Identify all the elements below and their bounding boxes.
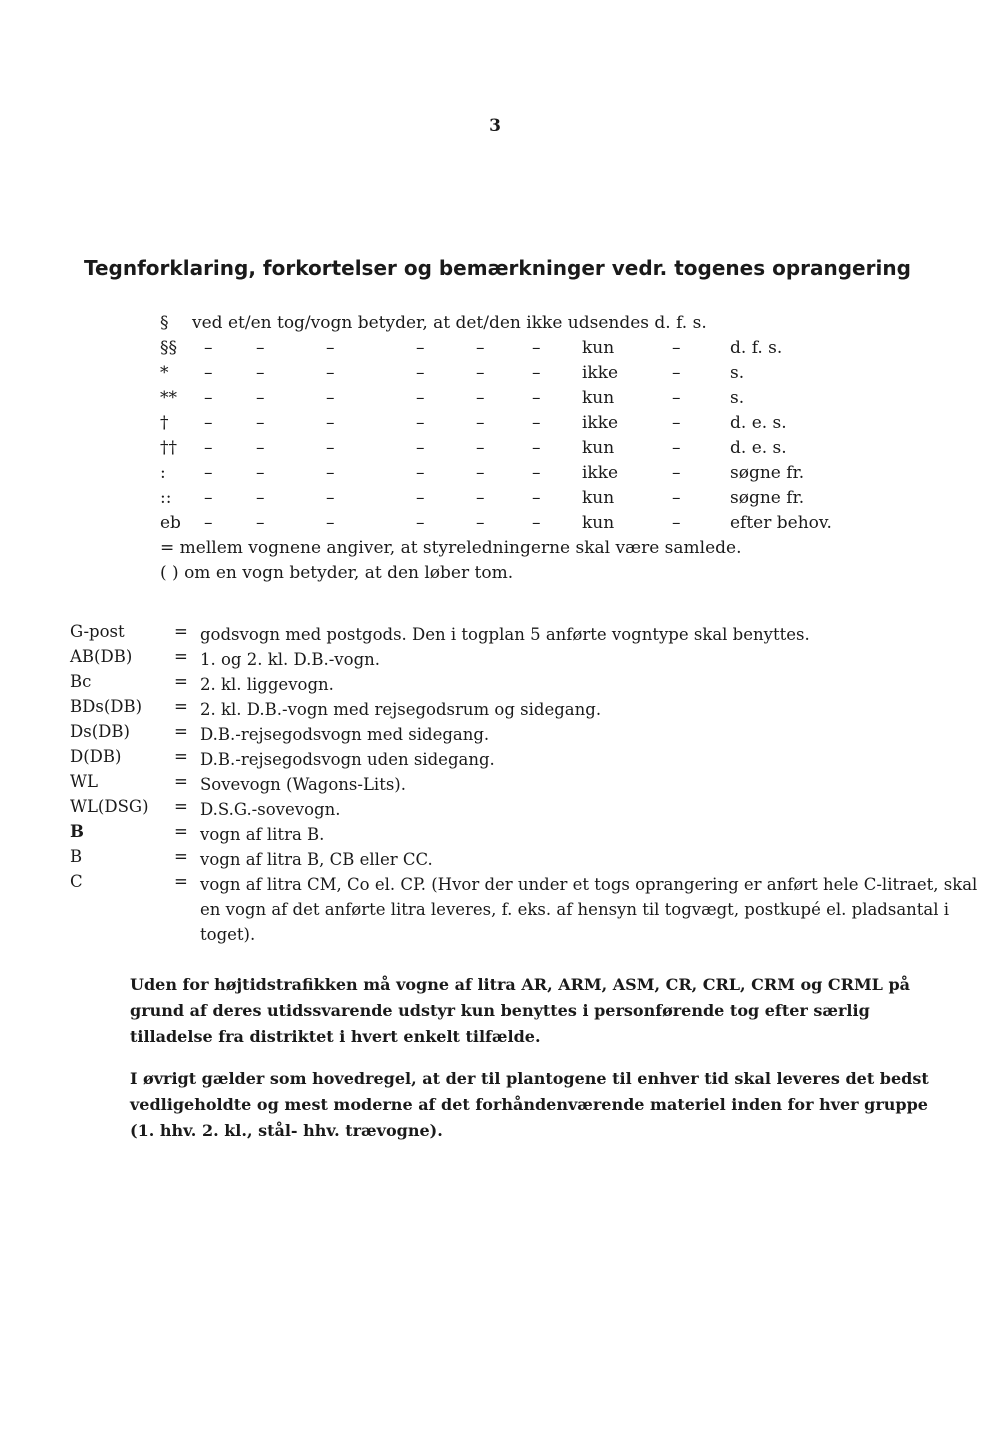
symbol-condition: d. f. s. xyxy=(730,338,783,358)
equals-sign: = xyxy=(174,847,188,866)
abbreviation-row xyxy=(70,722,1000,747)
ditto-dash: – xyxy=(476,438,485,458)
ditto-dash: – xyxy=(476,413,485,433)
abbreviation-code: WL xyxy=(70,772,98,791)
symbol-row xyxy=(160,413,787,438)
symbol-condition: efter behov. xyxy=(730,513,832,533)
abbreviation-code: B xyxy=(70,847,83,866)
ditto-dash: – xyxy=(326,438,335,458)
ditto-dash: – xyxy=(326,363,335,383)
symbol-row xyxy=(160,513,832,538)
abbreviation-code: AB(DB) xyxy=(70,647,133,666)
ditto-dash: – xyxy=(672,513,681,533)
ditto-dash: – xyxy=(204,388,213,408)
abbreviation-code: G-post xyxy=(70,622,125,641)
symbol: * xyxy=(160,363,169,383)
abbreviation-row xyxy=(70,872,1000,947)
ditto-dash: – xyxy=(532,488,541,508)
abbreviation-row xyxy=(70,772,1000,797)
symbol-row xyxy=(160,488,805,513)
ditto-dash: – xyxy=(326,463,335,483)
ditto-dash: – xyxy=(326,338,335,358)
abbreviation-definition: Sovevogn (Wagons-Lits). xyxy=(200,775,406,794)
equals-sign: = xyxy=(174,672,188,691)
symbol-word: kun xyxy=(582,513,615,533)
page-number: 3 xyxy=(489,116,501,136)
abbreviation-definition: 1. og 2. kl. D.B.-vogn. xyxy=(200,650,381,669)
abbreviation-row xyxy=(70,647,1000,672)
ditto-dash: – xyxy=(256,513,265,533)
abbreviation-code: BDs(DB) xyxy=(70,697,143,716)
symbol-word: kun xyxy=(582,338,615,358)
ditto-dash: – xyxy=(532,363,541,383)
equals-sign: = xyxy=(174,822,188,841)
symbol-word: kun xyxy=(582,438,615,458)
symbol-row xyxy=(160,463,805,488)
ditto-dash: – xyxy=(416,463,425,483)
ditto-dash: – xyxy=(204,488,213,508)
equals-sign: = xyxy=(174,722,188,741)
ditto-dash: – xyxy=(672,413,681,433)
ditto-dash: – xyxy=(532,463,541,483)
ditto-dash: – xyxy=(256,438,265,458)
ditto-dash: – xyxy=(256,338,265,358)
abbreviation-row xyxy=(70,672,1000,697)
ditto-dash: – xyxy=(204,513,213,533)
ditto-dash: – xyxy=(416,438,425,458)
ditto-dash: – xyxy=(672,338,681,358)
symbol-word: ikke xyxy=(582,413,619,433)
ditto-dash: – xyxy=(672,488,681,508)
ditto-dash: – xyxy=(416,388,425,408)
abbreviation-row xyxy=(70,622,1000,647)
symbol: †† xyxy=(160,438,177,458)
abbreviation-definition: vogn af litra B. xyxy=(200,825,325,844)
ditto-dash: – xyxy=(256,413,265,433)
abbreviation-definition: D.S.G.-sovevogn. xyxy=(200,800,341,819)
ditto-dash: – xyxy=(416,513,425,533)
abbreviation-row xyxy=(70,747,1000,772)
abbreviation-row xyxy=(70,822,1000,847)
rule-paragraph: I øvrigt gælder som hovedregel, at der til plantogene til enhver tid skal leveres det bedst vedligeholdte og mest moderne af det forhåndenværende materiel inden for hver gruppe (1. hhv. 2. kl., stål- hhv. trævogne). xyxy=(130,1069,929,1140)
ditto-dash: – xyxy=(204,438,213,458)
symbol-condition: søgne fr. xyxy=(730,488,805,508)
symbol-row xyxy=(160,313,741,338)
symbol: eb xyxy=(160,513,181,533)
equals-sign: = xyxy=(174,622,188,641)
ditto-dash: – xyxy=(326,488,335,508)
abbreviation-code: WL(DSG) xyxy=(70,797,149,816)
legend-note: ( ) om en vogn betyder, at den løber tom. xyxy=(160,563,514,583)
symbol-condition: søgne fr. xyxy=(730,463,805,483)
symbol-condition: s. xyxy=(730,388,745,408)
ditto-dash: – xyxy=(532,513,541,533)
ditto-dash: – xyxy=(256,363,265,383)
ditto-dash: – xyxy=(672,388,681,408)
symbol-condition: s. xyxy=(730,363,745,383)
ditto-dash: – xyxy=(256,463,265,483)
abbreviation-row xyxy=(70,697,1000,722)
ditto-dash: – xyxy=(326,413,335,433)
abbreviation-row xyxy=(70,797,1000,822)
legend-note: = mellem vognene angiver, at styreledningerne skal være samlede. xyxy=(160,538,742,558)
ditto-dash: – xyxy=(256,488,265,508)
abbreviation-code: C xyxy=(70,872,83,891)
equals-sign: = xyxy=(174,772,188,791)
equals-sign: = xyxy=(174,647,188,666)
symbol-row xyxy=(160,363,745,388)
ditto-dash: – xyxy=(416,338,425,358)
symbol-rows xyxy=(160,338,832,538)
page-title: Tegnforklaring, forkortelser og bemærkninger vedr. togenes oprangering xyxy=(84,256,911,280)
abbreviation-code: B xyxy=(70,822,84,841)
ditto-dash: – xyxy=(532,388,541,408)
ditto-dash: – xyxy=(476,463,485,483)
abbreviation-row xyxy=(70,847,1000,872)
ditto-dash: – xyxy=(532,338,541,358)
equals-sign: = xyxy=(174,697,188,716)
symbol: ** xyxy=(160,388,177,408)
abbreviation-definition: 2. kl. D.B.-vogn med rejsegodsrum og sidegang. xyxy=(200,700,602,719)
ditto-dash: – xyxy=(476,388,485,408)
ditto-dash: – xyxy=(476,338,485,358)
abbreviation-definition: D.B.-rejsegodsvogn med sidegang. xyxy=(200,725,490,744)
ditto-dash: – xyxy=(672,363,681,383)
symbol: §§ xyxy=(160,338,177,358)
rule-paragraph: Uden for højtidstrafikken må vogne af litra AR, ARM, ASM, CR, CRL, CRM og CRML på grund af deres utidssvarende udstyr kun benyttes i personførende tog efter særlig tilladelse fra distriktet i hvert enkelt tilfælde. xyxy=(130,975,911,1046)
symbol-row xyxy=(160,388,745,413)
symbol-condition: d. e. s. xyxy=(730,413,787,433)
ditto-dash: – xyxy=(204,463,213,483)
ditto-dash: – xyxy=(476,513,485,533)
ditto-dash: – xyxy=(256,388,265,408)
abbreviation-definition: vogn af litra B, CB eller CC. xyxy=(200,850,433,869)
symbol-word: ikke xyxy=(582,463,619,483)
abbreviation-list xyxy=(70,622,1000,947)
ditto-dash: – xyxy=(326,388,335,408)
symbol-legend xyxy=(160,313,832,588)
symbol: † xyxy=(160,413,169,433)
symbol-row xyxy=(160,338,783,363)
ditto-dash: – xyxy=(204,338,213,358)
abbreviation-code: D(DB) xyxy=(70,747,122,766)
ditto-dash: – xyxy=(204,363,213,383)
abbreviation-code: Ds(DB) xyxy=(70,722,130,741)
symbol-word: kun xyxy=(582,388,615,408)
ditto-dash: – xyxy=(416,413,425,433)
ditto-dash: – xyxy=(476,363,485,383)
symbol-word: kun xyxy=(582,488,615,508)
abbreviation-definition: vogn af litra CM, Co el. CP. (Hvor der under et togs oprangering er anført hele C-litraet, skal en vogn af det anførte litra leveres, f. eks. af hensyn til togvægt, postkupé el. pladsantal i toget). xyxy=(200,875,978,944)
abbreviation-definition: 2. kl. liggevogn. xyxy=(200,675,334,694)
symbol: § xyxy=(160,313,169,333)
equals-sign: = xyxy=(174,872,188,891)
symbol-word: ikke xyxy=(582,363,619,383)
ditto-dash: – xyxy=(416,488,425,508)
ditto-dash: – xyxy=(672,438,681,458)
ditto-dash: – xyxy=(476,488,485,508)
ditto-dash: – xyxy=(204,413,213,433)
symbol-condition: d. e. s. xyxy=(730,438,787,458)
abbreviation-definition: D.B.-rejsegodsvogn uden sidegang. xyxy=(200,750,495,769)
equals-sign: = xyxy=(174,797,188,816)
ditto-dash: – xyxy=(326,513,335,533)
ditto-dash: – xyxy=(532,438,541,458)
abbreviation-definition: godsvogn med postgods. Den i togplan 5 anførte vogntype skal benyttes. xyxy=(200,625,810,644)
ditto-dash: – xyxy=(416,363,425,383)
equals-sign: = xyxy=(174,747,188,766)
abbreviation-code: Bc xyxy=(70,672,92,691)
ditto-dash: – xyxy=(532,413,541,433)
symbol: :: xyxy=(160,488,172,508)
ditto-dash: – xyxy=(672,463,681,483)
symbol-row xyxy=(160,438,787,463)
symbol-explanation: ved et/en tog/vogn betyder, at det/den ikke udsendes d. f. s. xyxy=(192,313,707,333)
symbol: : xyxy=(160,463,166,483)
